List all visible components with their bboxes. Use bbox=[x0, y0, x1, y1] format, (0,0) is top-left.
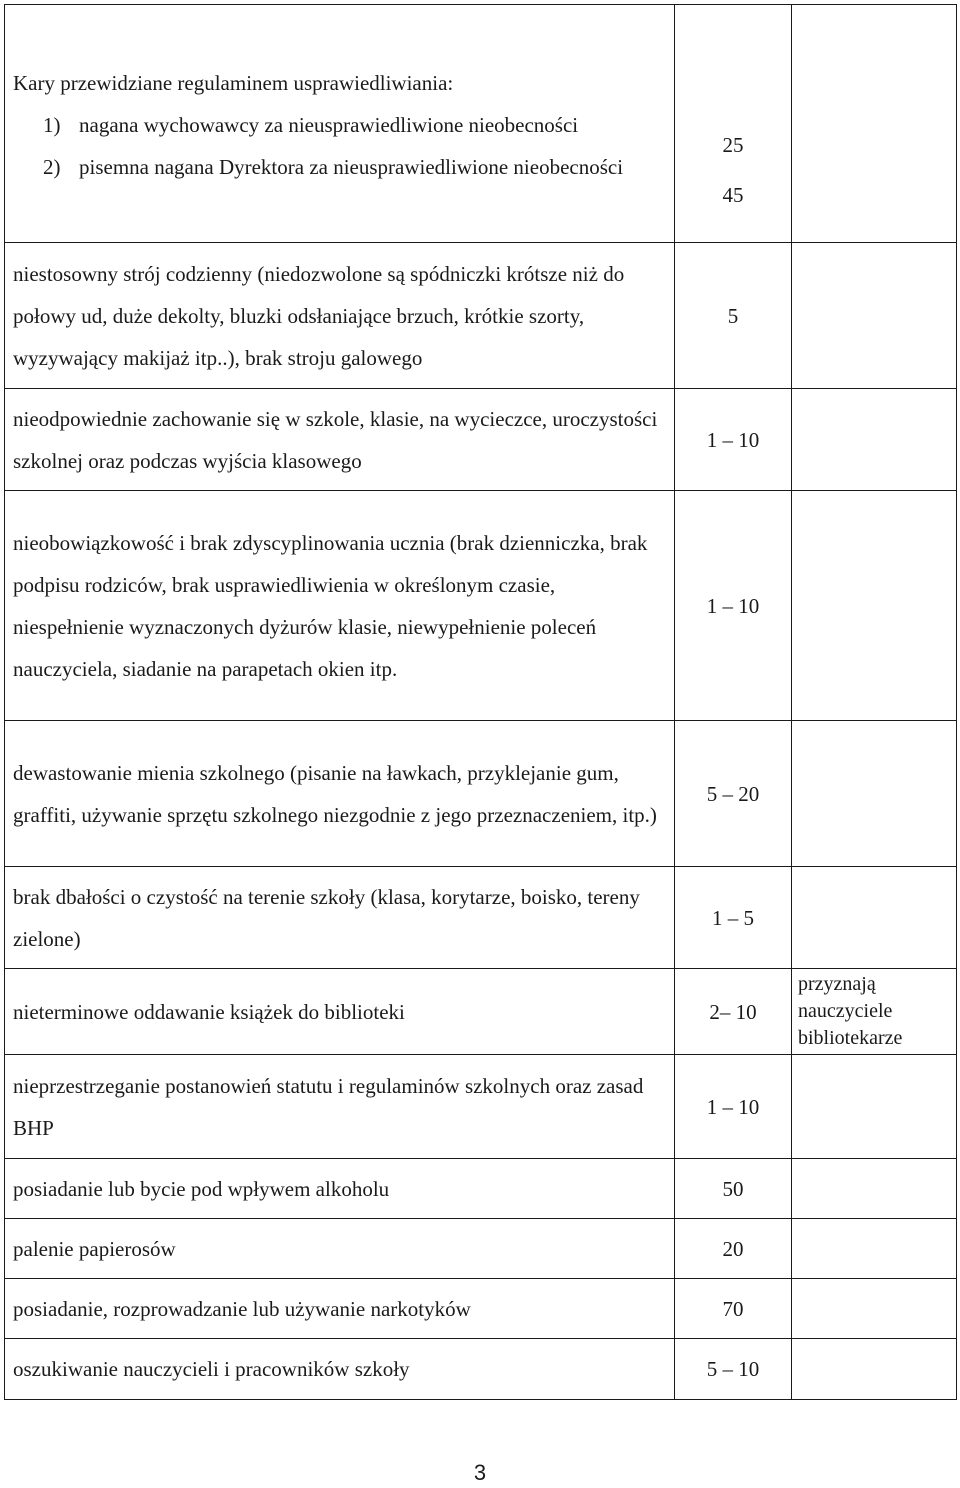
points-value: 25 bbox=[722, 132, 744, 157]
points-cell: 1 – 10 bbox=[675, 389, 792, 491]
table-row bbox=[5, 1339, 957, 1400]
note-cell bbox=[792, 721, 957, 867]
note-cell bbox=[792, 1339, 957, 1400]
points-cell: 1 – 5 bbox=[675, 867, 792, 969]
points-cell: 1 – 10 bbox=[675, 491, 792, 721]
intro-title: Kary przewidziane regulaminem usprawiedliwiania: bbox=[13, 70, 454, 95]
table-row bbox=[5, 721, 957, 867]
description-cell: oszukiwanie nauczycieli i pracowników szkoły bbox=[5, 1339, 675, 1400]
points-cell: 70 bbox=[675, 1279, 792, 1339]
table-row bbox=[5, 1219, 957, 1279]
description-cell: nieterminowe oddawanie książek do biblioteki bbox=[5, 969, 675, 1055]
note-cell bbox=[792, 243, 957, 389]
points-cell bbox=[675, 5, 792, 243]
list-item bbox=[13, 104, 670, 146]
note-cell: przyznają nauczyciele bibliotekarze bbox=[792, 969, 957, 1055]
points-cell: 2– 10 bbox=[675, 969, 792, 1055]
table-row bbox=[5, 1279, 957, 1339]
table-row bbox=[5, 969, 957, 1055]
description-cell: palenie papierosów bbox=[5, 1219, 675, 1279]
points-cell: 5 bbox=[675, 243, 792, 389]
table-row bbox=[5, 5, 957, 243]
description-cell: brak dbałości o czystość na terenie szkoły (klasa, korytarze, boisko, tereny zielone) bbox=[5, 867, 675, 969]
penalties-table bbox=[4, 4, 957, 1400]
table-row bbox=[5, 491, 957, 721]
table-row bbox=[5, 867, 957, 969]
description-cell: nieobowiązkowość i brak zdyscyplinowania ucznia (brak dzienniczka, brak podpisu rodziców, brak usprawiedliwienia w określonym czasie, niespełnienie wyznaczonych dyżurów klasie, niewypełnienie poleceń nauczyciela, siadanie na parapetach okien itp. bbox=[5, 491, 675, 721]
points-cell: 1 – 10 bbox=[675, 1055, 792, 1159]
description-cell: posiadanie, rozprowadzanie lub używanie narkotyków bbox=[5, 1279, 675, 1339]
intro-cell bbox=[5, 5, 675, 243]
points-cell: 5 – 20 bbox=[675, 721, 792, 867]
points-cell: 50 bbox=[675, 1159, 792, 1219]
points-cell: 5 – 10 bbox=[675, 1339, 792, 1400]
list-item bbox=[13, 146, 670, 188]
note-cell bbox=[792, 867, 957, 969]
table-row bbox=[5, 1055, 957, 1159]
note-cell bbox=[792, 1055, 957, 1159]
note-cell bbox=[792, 1219, 957, 1279]
table-row bbox=[5, 389, 957, 491]
list-number: 1) bbox=[43, 112, 61, 137]
table-row bbox=[5, 1159, 957, 1219]
list-number: 2) bbox=[43, 154, 61, 179]
description-cell: dewastowanie mienia szkolnego (pisanie na ławkach, przyklejanie gum, graffiti, używanie sprzętu szkolnego niezgodnie z jego przeznaczeniem, itp.) bbox=[5, 721, 675, 867]
description-cell: nieprzestrzeganie postanowień statutu i regulaminów szkolnych oraz zasad BHP bbox=[5, 1055, 675, 1159]
note-cell bbox=[792, 491, 957, 721]
list-text: nagana wychowawcy za nieusprawiedliwione nieobecności bbox=[79, 112, 579, 137]
table-row bbox=[5, 243, 957, 389]
points-value: 45 bbox=[722, 182, 744, 207]
list-text: pisemna nagana Dyrektora za nieusprawiedliwione nieobecności bbox=[79, 154, 624, 179]
description-cell: niestosowny strój codzienny (niedozwolone są spódniczki krótsze niż do połowy ud, duże dekolty, bluzki odsłaniające brzuch, krótkie szorty, wyzywający makijaż itp..), brak stroju galowego bbox=[5, 243, 675, 389]
description-cell: posiadanie lub bycie pod wpływem alkoholu bbox=[5, 1159, 675, 1219]
note-cell bbox=[792, 5, 957, 243]
note-cell bbox=[792, 1279, 957, 1339]
note-cell bbox=[792, 1159, 957, 1219]
page-number: 3 bbox=[473, 1460, 487, 1485]
description-cell: nieodpowiednie zachowanie się w szkole, klasie, na wycieczce, uroczystości szkolnej oraz podczas wyjścia klasowego bbox=[5, 389, 675, 491]
note-cell bbox=[792, 389, 957, 491]
points-cell: 20 bbox=[675, 1219, 792, 1279]
